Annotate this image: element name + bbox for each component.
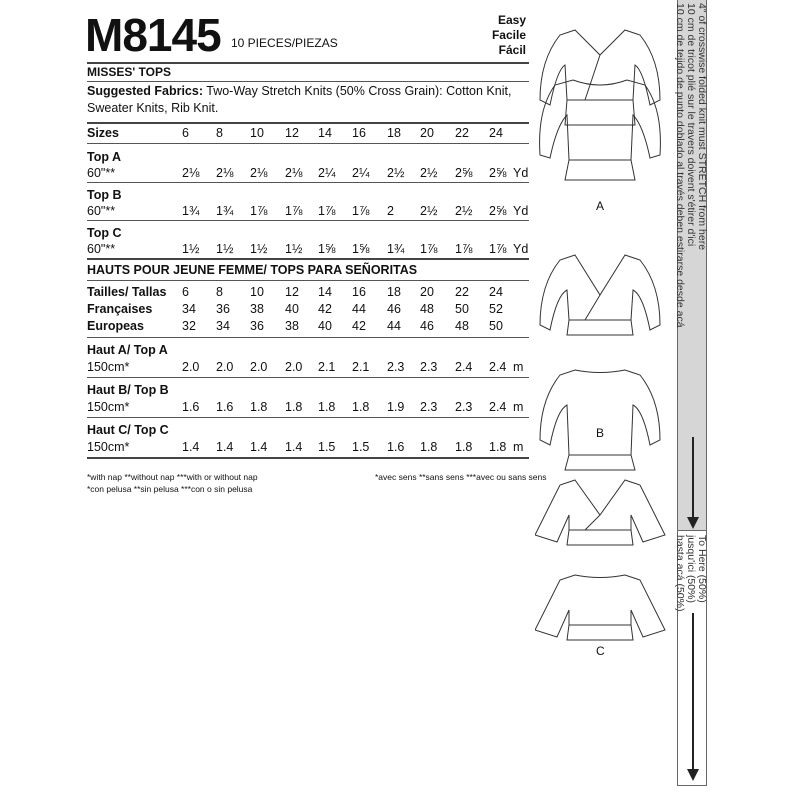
cell-value: 1.9: [387, 400, 405, 414]
row-label: 150cm*: [87, 440, 130, 454]
cell-value: 44: [387, 319, 401, 333]
pattern-number: M8145: [85, 9, 221, 61]
cell-value: 20: [420, 126, 434, 140]
fabric-name-row: [87, 150, 527, 166]
garment-illustrations: [535, 10, 670, 690]
cell-value: 2½: [387, 166, 405, 180]
cell-value: 2⅝: [489, 166, 507, 180]
row-label: Haut A/ Top A: [87, 343, 168, 357]
sizes-row: [87, 126, 527, 142]
cell-value: 1.8: [318, 400, 336, 414]
cell-value: 1.4: [182, 440, 200, 454]
cell-value: 20: [420, 285, 434, 299]
cell-value: 2.0: [182, 360, 200, 374]
fabric-name-row: [87, 383, 527, 399]
cell-value: 2¼: [318, 166, 336, 180]
cell-value: 2⅛: [216, 166, 234, 180]
meterage-row: [87, 360, 527, 376]
cell-value: 1.4: [285, 440, 303, 454]
meterage-row: [87, 440, 527, 456]
suggested-fabrics: [87, 83, 537, 117]
gauge-text-es: 10 cm de tejido de punto doblado al través deben estirarse desde acá: [674, 3, 686, 328]
gauge-text-en: 4" of crosswise folded knit must STRETCH from here: [696, 3, 708, 251]
cell-value: 24: [489, 285, 503, 299]
cell-value: 50: [455, 302, 469, 316]
cell-value: 1.6: [387, 440, 405, 454]
gauge-end-es: hasta acá (50%): [674, 535, 686, 612]
footnote-fr: *avec sens **sans sens ***avec ou sans sens: [375, 472, 547, 482]
unit-label: m: [513, 360, 524, 374]
cell-value: 1⅞: [489, 242, 507, 256]
cell-value: 2½: [455, 204, 473, 218]
row-label: Françaises: [87, 302, 153, 316]
cell-value: 1.8: [285, 400, 303, 414]
cell-value: 1⅞: [250, 204, 268, 218]
cell-value: 2.4: [489, 360, 507, 374]
row-label: Sizes: [87, 126, 119, 140]
cell-value: 22: [455, 285, 469, 299]
cell-value: 6: [182, 285, 189, 299]
cell-value: 1½: [250, 242, 268, 256]
cell-value: 8: [216, 126, 223, 140]
divider: [87, 258, 529, 260]
divider: [87, 182, 529, 183]
cell-value: 1½: [216, 242, 234, 256]
divider: [87, 337, 529, 338]
meterage-row: [87, 400, 527, 416]
unit-label: Yd: [513, 204, 529, 218]
divider: [87, 377, 529, 378]
cell-value: 50: [489, 319, 503, 333]
cell-value: 1.8: [250, 400, 268, 414]
cell-value: 18: [387, 126, 401, 140]
arrow-down-icon: [686, 613, 700, 783]
row-label: Top A: [87, 150, 122, 164]
difficulty: [470, 13, 526, 58]
row-label: Top B: [87, 188, 122, 202]
cell-value: 40: [318, 319, 332, 333]
fabric-name-row: [87, 343, 527, 359]
cell-value: 1.5: [352, 440, 370, 454]
row-label: 60"**: [87, 166, 116, 180]
title-fr-es: HAUTS POUR JEUNE FEMME/ TOPS PARA SEÑORITAS: [87, 263, 418, 277]
cell-value: 16: [352, 285, 366, 299]
french-sizes-row: [87, 302, 527, 318]
pieces-count: 10 PIECES/PIEZAS: [231, 36, 338, 50]
cell-value: 1¾: [387, 242, 405, 256]
cell-value: 1.4: [216, 440, 234, 454]
cell-value: 2.1: [318, 360, 336, 374]
european-sizes-row: [87, 319, 527, 335]
divider: [87, 81, 529, 82]
divider: [87, 220, 529, 221]
cell-value: 34: [216, 319, 230, 333]
divider: [87, 457, 529, 459]
cell-value: 42: [352, 319, 366, 333]
cell-value: 1¾: [216, 204, 234, 218]
top-b-back-drawing: [540, 370, 660, 470]
cell-value: 34: [182, 302, 196, 316]
top-c-back-drawing: [535, 575, 665, 640]
footnote-es: *con pelusa **sin pelusa ***con o sin pelusa: [87, 484, 253, 494]
yardage-row: [87, 204, 527, 220]
row-label: 60"**: [87, 242, 116, 256]
cell-value: 14: [318, 285, 332, 299]
cell-value: 1⅝: [318, 242, 336, 256]
cell-value: 38: [250, 302, 264, 316]
row-label: 150cm*: [87, 360, 130, 374]
cell-value: 46: [420, 319, 434, 333]
title-en: MISSES' TOPS: [87, 65, 171, 79]
cell-value: 1.6: [216, 400, 234, 414]
top-a-front-drawing: [540, 30, 660, 125]
gauge-text-fr: 10 cm de tricot plié sur le travers doivent s'étirer d'ici: [685, 3, 697, 247]
cell-value: 48: [455, 319, 469, 333]
cell-value: 2.3: [455, 400, 473, 414]
row-label: Haut B/ Top B: [87, 383, 169, 397]
cell-value: 16: [352, 126, 366, 140]
top-b-front-drawing: [540, 255, 660, 335]
gauge-end-fr: jusqu'ici (50%): [685, 535, 697, 603]
unit-label: Yd: [513, 242, 529, 256]
fabric-name-row: [87, 226, 527, 242]
cell-value: 2.3: [420, 360, 438, 374]
unit-label: m: [513, 400, 524, 414]
difficulty-fr: Facile: [491, 28, 526, 42]
divider: [87, 143, 529, 144]
row-label: Haut C/ Top C: [87, 423, 169, 437]
top-a-back-drawing: [540, 80, 661, 180]
unit-label: Yd: [513, 166, 529, 180]
cell-value: 24: [489, 126, 503, 140]
difficulty-es: Fácil: [498, 43, 526, 57]
cell-value: 10: [250, 285, 264, 299]
cell-value: 12: [285, 285, 299, 299]
divider: [87, 417, 529, 418]
cell-value: 1½: [182, 242, 200, 256]
cell-value: 2½: [420, 204, 438, 218]
cell-value: 1⅞: [285, 204, 303, 218]
cell-value: 1¾: [182, 204, 200, 218]
cell-value: 2.0: [250, 360, 268, 374]
cell-value: 2⅝: [489, 204, 507, 218]
cell-value: 1.5: [318, 440, 336, 454]
cell-value: 1.8: [420, 440, 438, 454]
cell-value: 2⅛: [250, 166, 268, 180]
cell-value: 14: [318, 126, 332, 140]
cell-value: 1⅞: [420, 242, 438, 256]
difficulty-en: Easy: [497, 13, 526, 27]
stretch-gauge-end: [674, 530, 708, 786]
view-label-a: A: [596, 199, 605, 213]
fabric-name-row: [87, 188, 527, 204]
cell-value: 1⅞: [352, 204, 370, 218]
cell-value: 1.8: [489, 440, 507, 454]
unit-label: m: [513, 440, 524, 454]
cell-value: 1.4: [250, 440, 268, 454]
view-label-b: B: [596, 426, 605, 440]
divider: [87, 280, 529, 281]
row-label: 150cm*: [87, 400, 130, 414]
view-label-c: C: [596, 644, 605, 658]
cell-value: 2½: [420, 166, 438, 180]
cell-value: 22: [455, 126, 469, 140]
gauge-end-en: To Here (50%): [696, 535, 708, 603]
stretch-gauge-start: [674, 0, 708, 531]
cell-value: 40: [285, 302, 299, 316]
cell-value: 12: [285, 126, 299, 140]
cell-value: 2.4: [455, 360, 473, 374]
cell-value: 44: [352, 302, 366, 316]
cell-value: 2.0: [216, 360, 234, 374]
divider: [87, 62, 529, 64]
cell-value: 2.0: [285, 360, 303, 374]
cell-value: 6: [182, 126, 189, 140]
yardage-row: [87, 166, 527, 182]
cell-value: 1⅝: [352, 242, 370, 256]
sizes-row: [87, 285, 527, 301]
cell-value: 36: [250, 319, 264, 333]
cell-value: 2: [387, 204, 394, 218]
row-label: Europeas: [87, 319, 144, 333]
fabrics-text: Two-Way Stretch Knits (50% Cross Grain): Cotton Knit, Sweater Knits, Rib Knit.: [87, 84, 512, 115]
row-label: 60"**: [87, 204, 116, 218]
yardage-row: [87, 242, 527, 258]
cell-value: 46: [387, 302, 401, 316]
cell-value: 2.3: [387, 360, 405, 374]
cell-value: 1.8: [455, 440, 473, 454]
cell-value: 38: [285, 319, 299, 333]
top-c-front-drawing: [535, 480, 665, 545]
row-label: Top C: [87, 226, 122, 240]
cell-value: 1.6: [182, 400, 200, 414]
cell-value: 1½: [285, 242, 303, 256]
cell-value: 8: [216, 285, 223, 299]
arrow-down-icon: [686, 437, 700, 529]
cell-value: 1⅞: [455, 242, 473, 256]
footnote-en: *with nap **without nap ***with or without nap: [87, 472, 258, 482]
cell-value: 2⅛: [182, 166, 200, 180]
cell-value: 42: [318, 302, 332, 316]
cell-value: 48: [420, 302, 434, 316]
cell-value: 2¼: [352, 166, 370, 180]
cell-value: 1⅞: [318, 204, 336, 218]
cell-value: 52: [489, 302, 503, 316]
cell-value: 2.3: [420, 400, 438, 414]
divider: [87, 122, 529, 124]
row-label: Tailles/ Tallas: [87, 285, 167, 299]
fabric-name-row: [87, 423, 527, 439]
cell-value: 2.4: [489, 400, 507, 414]
fabrics-label: Suggested Fabrics:: [87, 84, 203, 98]
cell-value: 2.1: [352, 360, 370, 374]
cell-value: 10: [250, 126, 264, 140]
cell-value: 2⅛: [285, 166, 303, 180]
cell-value: 18: [387, 285, 401, 299]
cell-value: 1.8: [352, 400, 370, 414]
cell-value: 32: [182, 319, 196, 333]
cell-value: 36: [216, 302, 230, 316]
cell-value: 2⅝: [455, 166, 473, 180]
